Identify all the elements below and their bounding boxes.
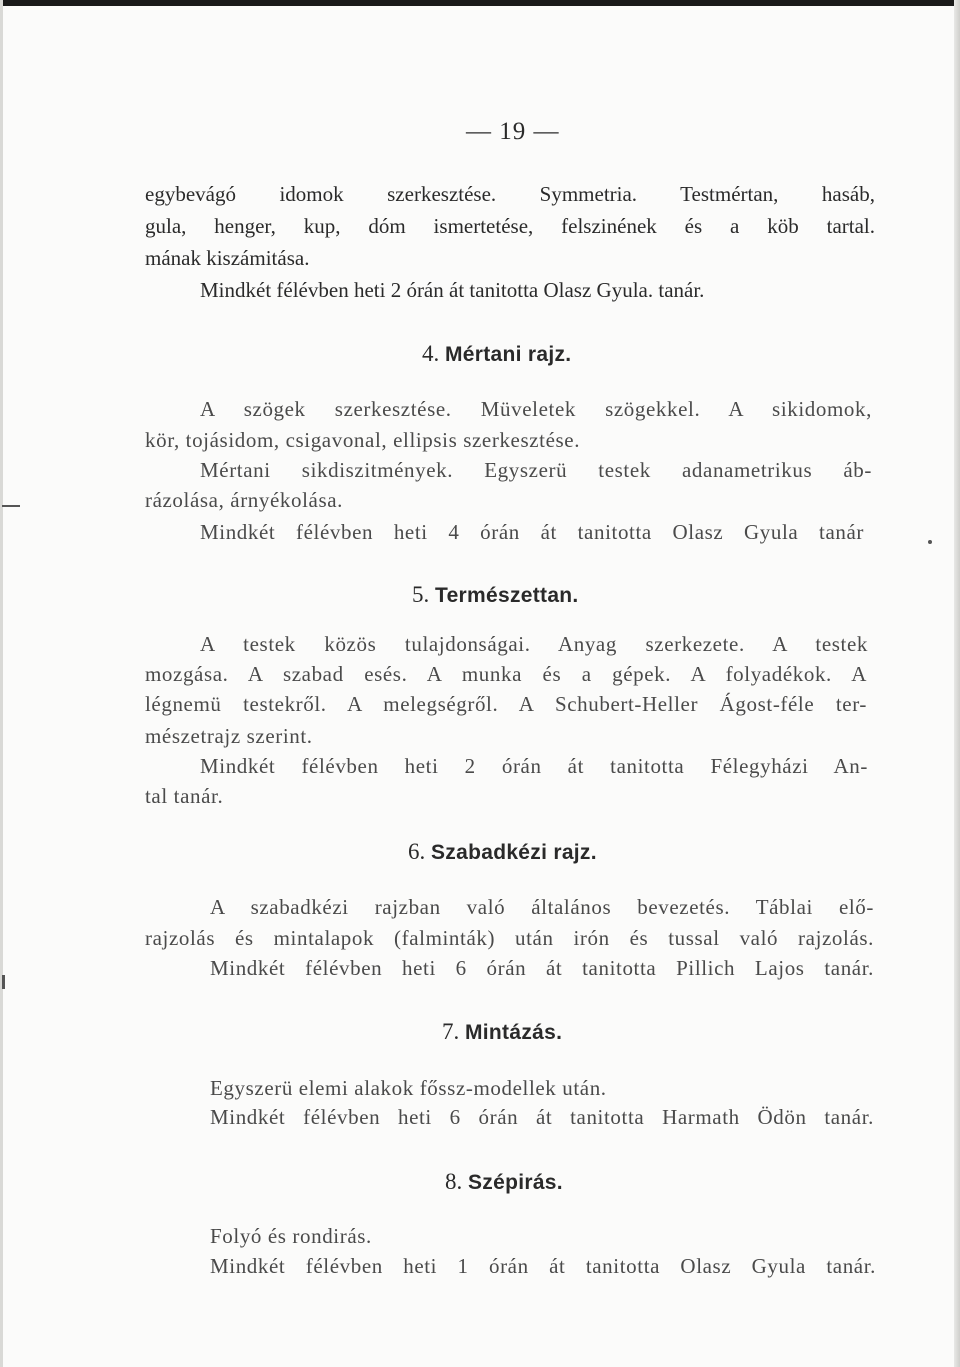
section-title: Mértani rajz. [445, 343, 572, 366]
section-title: Szépirás. [468, 1171, 563, 1194]
paragraph-line: légnemü testekről. A melegségről. A Schubert-Heller Ágost-féle ter- [145, 692, 867, 716]
section-number: 8. [445, 1169, 463, 1194]
paragraph-line: mészetrajz szerint. [145, 724, 313, 748]
paragraph-line: Mértani sikdiszitmények. Egyszerü testek adanametrikus áb- [200, 458, 872, 482]
section-title: Mintázás. [465, 1021, 563, 1044]
paragraph-line: Mindkét félévben heti 4 órán át tanitotta Olasz Gyula tanár [200, 520, 864, 544]
section-number: 7. [442, 1019, 460, 1044]
paragraph-line: A testek közös tulajdonságai. Anyag szerkezete. A testek [200, 632, 868, 656]
scan-left-edge [0, 0, 3, 1367]
scan-speck [2, 505, 20, 507]
paragraph-line: Mindkét félévben heti 6 órán át tanitotta Pillich Lajos tanár. [210, 956, 874, 980]
paragraph-line: mozgása. A szabad esés. A munka és a gépek. A folyadékok. A [145, 662, 867, 686]
section-number: 5. [412, 582, 430, 607]
scan-speck [928, 540, 932, 544]
page-number: — 19 — [466, 118, 560, 145]
paragraph-line: Folyó és rondirás. [210, 1224, 372, 1248]
paragraph-line: egybevágó idomok szerkesztése. Symmetria. Testmértan, hasáb, [145, 182, 875, 206]
paragraph-line: kör, tojásidom, csigavonal, ellipsis szerkesztése. [145, 428, 581, 452]
paragraph-line: Mindkét félévben heti 2 órán át tanitotta Félegyházi An- [200, 754, 868, 778]
paragraph-line: Mindkét félévben heti 1 órán át tanitotta Olasz Gyula tanár. [210, 1254, 876, 1278]
paragraph-line: gula, henger, kup, dóm ismertetése, felszinének és a köb tartal. [145, 214, 875, 238]
paragraph-line: rázolása, árnyékolása. [145, 488, 344, 512]
paragraph-line: Mindkét félévben heti 2 órán át tanitotta Olasz Gyula. tanár. [200, 278, 705, 302]
paragraph-line: A szögek szerkesztése. Müveletek szögekkel. A sikidomok, [200, 397, 872, 421]
section-heading-5 [412, 583, 579, 606]
paragraph-line: tal tanár. [145, 784, 224, 808]
scan-top-border [0, 0, 960, 6]
scan-right-edge [954, 0, 960, 1367]
scan-speck [2, 975, 5, 989]
section-heading-6 [408, 840, 597, 863]
paragraph-line: Egyszerü elemi alakok főssz-modellek után. [210, 1076, 607, 1100]
paragraph-line: rajzolás és mintalapok (falminták) után irón és tussal való rajzolás. [145, 926, 874, 950]
section-title: Szabadkézi rajz. [431, 841, 597, 864]
paragraph-line: mának kiszámitása. [145, 246, 310, 270]
paragraph-line: Mindkét félévben heti 6 órán át tanitotta Harmath Ödön tanár. [210, 1105, 874, 1129]
section-heading-8 [445, 1170, 563, 1193]
paragraph-line: A szabadkézi rajzban való általános bevezetés. Táblai elő- [210, 895, 874, 919]
section-number: 4. [422, 341, 440, 366]
section-number: 6. [408, 839, 426, 864]
section-title: Természettan. [435, 584, 579, 607]
section-heading-4 [422, 342, 571, 365]
section-heading-7 [442, 1020, 562, 1043]
